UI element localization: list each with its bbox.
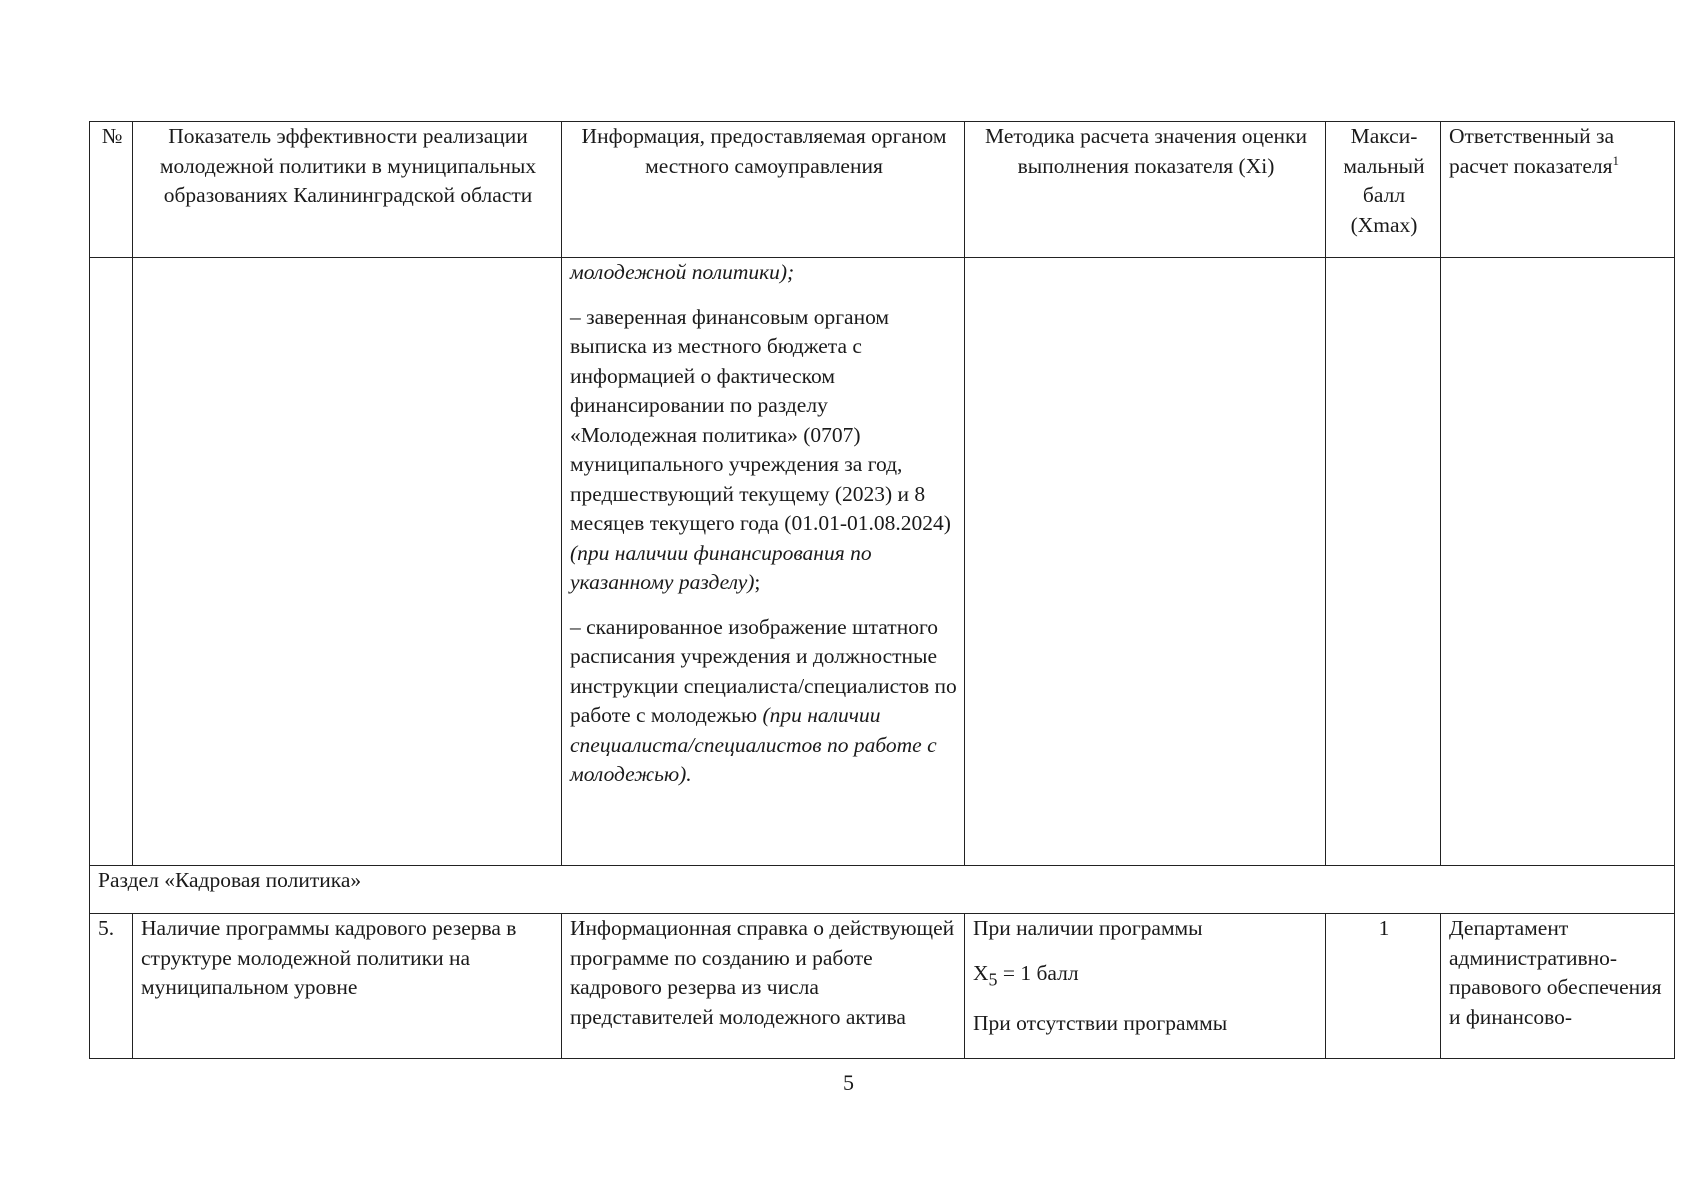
section-row <box>90 866 1675 914</box>
cell-empty <box>90 258 133 866</box>
method-line3: При отсутствии программы <box>973 1011 1228 1036</box>
cell-empty <box>1326 258 1441 866</box>
continuation-p2-end: ; <box>754 570 761 594</box>
header-number: № <box>90 122 133 258</box>
row-method <box>965 914 1326 1059</box>
row-max-score: 1 <box>1326 914 1441 1059</box>
header-method: Методика расчета значения оценки выполнения показателя (Xi) <box>965 122 1326 258</box>
header-max-line3: балл <box>1362 183 1406 207</box>
section-title: Раздел «Кадровая политика» <box>90 866 1675 914</box>
continuation-p1: молодежной политики); <box>570 260 795 284</box>
header-max-score <box>1326 122 1441 258</box>
formula-rest: = 1 балл <box>997 960 1079 985</box>
header-max-line1: Макси- <box>1350 124 1418 148</box>
row-number: 5. <box>90 914 133 1059</box>
header-info: Информация, предоставляемая органом местного самоуправления <box>562 122 965 258</box>
cell-empty <box>1441 258 1675 866</box>
continuation-p3-text: – сканированное изображение штатного расписания учреждения и должностные инструкции специалиста/специалистов по работе с молодежью <box>570 614 957 727</box>
page-number: 5 <box>843 1070 854 1095</box>
row-info: Информационная справка о действующей программе по созданию и работе кадрового резерва из числа представителей молодежного актива <box>562 914 965 1059</box>
cell-info-continuation <box>562 258 965 866</box>
formula-subscript: 5 <box>988 968 998 989</box>
row-indicator: Наличие программы кадрового резерва в структуре молодежной политики на муниципальном уровне <box>133 914 562 1059</box>
header-max-line4: (Xmax) <box>1350 212 1418 237</box>
continuation-p2-text: – заверенная финансовым органом выписка из местного бюджета с информацией о фактическом финансировании по разделу «Молодежная политика» (0707) муниципального учреждения за год, предшествующий текущему (2023) и 8 месяцев текущего года (01.01-01.08.2024) <box>570 304 951 535</box>
cell-empty <box>133 258 562 866</box>
table-row-continuation <box>90 258 1675 866</box>
header-responsible-text: Ответственный за расчет показателя <box>1449 124 1615 178</box>
continuation-p2 <box>570 303 958 598</box>
formula-x: X <box>973 960 989 985</box>
method-formula <box>973 959 1319 995</box>
continuation-p2-italic: (при наличии финансирования по указанному разделу) <box>570 540 872 594</box>
header-responsible <box>1441 122 1675 258</box>
footnote-marker: 1 <box>1612 152 1619 168</box>
continuation-p3 <box>570 613 958 790</box>
method-line1: При наличии программы <box>973 916 1203 940</box>
table-row <box>90 914 1675 1059</box>
table-header-row <box>90 122 1675 258</box>
header-indicator: Показатель эффективности реализации молодежной политики в муниципальных образованиях Калининградской области <box>133 122 562 258</box>
cell-empty <box>965 258 1326 866</box>
header-max-line2: мальный <box>1343 153 1425 178</box>
continuation-p3-italic: (при наличии специалиста/специалистов по работе с молодежью). <box>570 703 937 786</box>
indicators-table <box>89 121 1675 1059</box>
row-responsible: Департамент административно-правового обеспечения и финансово- <box>1441 914 1675 1059</box>
